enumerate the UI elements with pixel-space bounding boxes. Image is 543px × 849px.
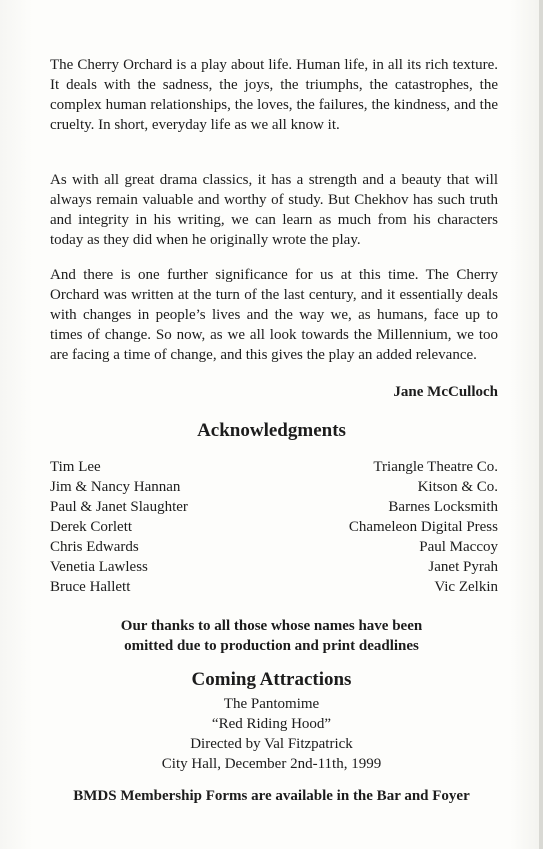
membership-footer: BMDS Membership Forms are available in the Bar and Foyer bbox=[73, 788, 470, 804]
coming-attractions-title: Coming Attractions bbox=[191, 669, 352, 690]
coming-line: City Hall, December 2nd-11th, 1999 bbox=[161, 756, 382, 772]
list-item: Vic Zelkin bbox=[434, 579, 498, 595]
list-item: Janet Pyrah bbox=[428, 559, 498, 575]
thanks-line-2: omitted due to production and print deadlines bbox=[124, 638, 419, 654]
list-item: Chameleon Digital Press bbox=[348, 519, 498, 535]
coming-attractions-details bbox=[0, 694, 543, 774]
acknowledgments-title: Acknowledgments bbox=[197, 420, 346, 441]
list-item: Jim & Nancy Hannan bbox=[50, 479, 181, 495]
list-item: Chris Edwards bbox=[50, 539, 139, 555]
thanks-line-1: Our thanks to all those whose names have been bbox=[120, 618, 423, 634]
list-item: Paul & Janet Slaughter bbox=[50, 499, 188, 515]
list-item: Venetia Lawless bbox=[50, 559, 148, 575]
list-item: Kitson & Co. bbox=[417, 479, 498, 495]
intro-paragraph-1: The Cherry Orchard is a play about life. Human life, in all its rich texture. It deals with the sadness, the joys, the triumphs, the catastrophes, the complex human relationships, the loves, the failures, the kindness, and the cruelty. In short, everyday life as we all know it. bbox=[50, 57, 498, 133]
list-item: Bruce Hallett bbox=[50, 579, 131, 595]
list-item: Tim Lee bbox=[50, 459, 101, 475]
intro-paragraph-2: As with all great drama classics, it has a strength and a beauty that will always remain valuable and worthy of study. But Chekhov has such truth and integrity in his writing, we can learn as much from his characters today as they did when he originally wrote the play. bbox=[50, 172, 498, 248]
thanks-note bbox=[0, 616, 543, 656]
intro-paragraph-3: And there is one further significance for us at this time. The Cherry Orchard was written at the turn of the last century, and it essentially deals with changes in people’s lives and the way we, as humans, face up to times of change. So now, as we all look towards the Millennium, we too are facing a time of change, and this gives the play an added relevance. bbox=[50, 267, 498, 363]
list-item: Derek Corlett bbox=[50, 519, 133, 535]
acknowledgments-companies-list bbox=[349, 457, 498, 597]
list-item: Paul Maccoy bbox=[419, 539, 498, 555]
coming-line: The Pantomime bbox=[223, 696, 320, 712]
author-signature: Jane McCulloch bbox=[393, 384, 498, 400]
list-item: Barnes Locksmith bbox=[388, 499, 498, 515]
coming-line: Directed by Val Fitzpatrick bbox=[190, 736, 353, 752]
coming-line: “Red Riding Hood” bbox=[211, 716, 332, 732]
acknowledgments-people-list bbox=[50, 457, 188, 597]
list-item: Triangle Theatre Co. bbox=[373, 459, 498, 475]
